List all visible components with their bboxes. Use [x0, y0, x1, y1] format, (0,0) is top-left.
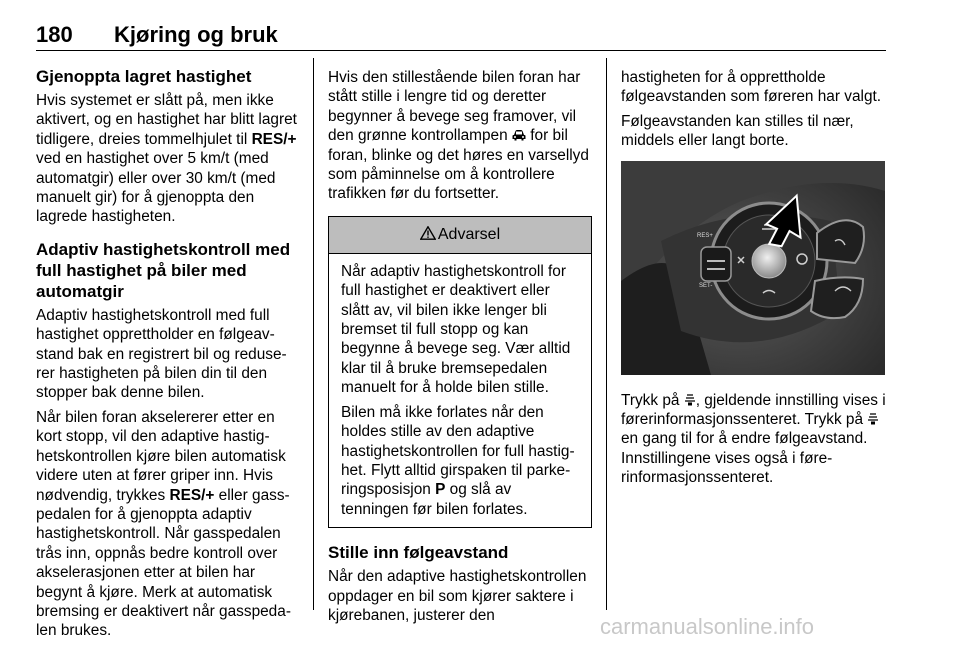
- warning-title: Advarsel: [437, 225, 501, 243]
- heading-resume-speed: Gjenoppta lagret hastighet: [36, 67, 252, 86]
- warning-paragraph-1: Når adaptiv hastighetskontroll for full hastighet er deaktivert eller slått av, vil bilen ikke lenger bli bremset til full stopp og kan begynne å bevege seg. Vær alltid klar til å bruke bremsepedalen manuelt for å holde bilen stille.: [341, 262, 571, 397]
- column-3: [621, 68, 887, 493]
- paragraph-set-distance: Når den adaptive hastighetskontrollen oppdager en bil som kjører saktere i kjørebanen, justerer den: [328, 568, 587, 624]
- page-number: 180: [36, 22, 73, 47]
- page-header: [36, 22, 886, 52]
- paragraph-resume-speed: Hvis systemet er slått på, men ikke aktivert, og en hastighet har blitt lagret tidligere, dreies tommelhjulet til RES/+ ved en hastighet over 5 km/t (med automatgir) eller over 30 km/t (med manuelt gir) for å gjenoppta den lagrede hastigheten.: [36, 92, 297, 226]
- paragraph-following-distance: hastigheten for å opprettholde følgeavstanden som føreren har valgt.: [621, 69, 882, 106]
- res-plus-label: RES/+: [169, 486, 215, 504]
- column-divider-2: [606, 58, 607, 610]
- paragraph-adaptive-restart: Når bilen foran akselererer etter en kort stopp, vil den adaptive hastighetskontrollen kjøre bilen automatisk videre uten at fører griper inn. Hvis nødvendig, trykkes RES/+ eller gasspedalen for å gjenoppta adaptiv hastighetskontroll. Når gasspedalen trås inn, oppnås bedre kontroll over akselerasjonen etter at bilen har begynt å kjøre. Merk at automatisk bremsing er deaktivert når gasspedalen brukes.: [36, 408, 291, 640]
- paragraph-vehicle-ahead: Hvis den stillestående bilen foran har stått stille i lengre tid og deretter begynner å bevege seg framover, vil den grønne kontrollampen for bil foran, blinke og det høres en varsellyd som påminnelse om å kontrollere trafikken før du fortsetter.: [328, 69, 589, 203]
- warning-paragraph-2: Bilen må ikke forlates når den holdes stille av den adaptive hastighetskontrollen for full hastighet. Flytt alltid girspaken til parkeringsposisjon P og slå av tenningen før bilen forlates.: [341, 403, 575, 518]
- following-distance-icon: [684, 394, 696, 406]
- vehicle-ahead-icon: [512, 129, 526, 141]
- heading-set-distance: Stille inn følgeavstand: [328, 543, 509, 563]
- res-plus-label: RES/+: [251, 130, 297, 148]
- header-rule: [36, 50, 886, 51]
- watermark: carmanualsonline.info: [600, 614, 815, 639]
- page-title: Kjøring og bruk: [114, 22, 278, 47]
- paragraph-distance-options: Følgeavstanden kan stilles til nær, middels eller langt borte.: [621, 112, 854, 150]
- paragraph-press-distance-button: Trykk på , gjeldende innstilling vises i førerinformasjonssenteret. Trykk på en gang til for å endre følgeavstand. Innstillingene vises også i førerinformasjonssenteret.: [621, 391, 886, 487]
- column-1: [36, 66, 300, 646]
- res-label: RES+: [697, 232, 713, 239]
- warning-header: [329, 217, 591, 254]
- warning-body: [329, 254, 591, 527]
- set-label: SET-: [699, 282, 713, 289]
- steering-wheel-controls-photo: [621, 161, 885, 375]
- warning-box: [328, 216, 592, 528]
- paragraph-adaptive-intro: Adaptiv hastighetskontroll med full hastighet opprettholder en følgeavstand bak en registrert bil og reduserer hastigheten på bilen din til den stopper bak denne bilen.: [36, 306, 287, 402]
- heading-adaptive-full-speed: Adaptiv hastighetskontroll med full hastighet på biler med automatgir: [36, 239, 291, 301]
- column-2: [328, 68, 592, 630]
- park-position-label: P: [435, 481, 446, 499]
- column-divider-1: [313, 58, 314, 610]
- warning-triangle-icon: [420, 226, 436, 240]
- following-distance-icon: [867, 413, 879, 425]
